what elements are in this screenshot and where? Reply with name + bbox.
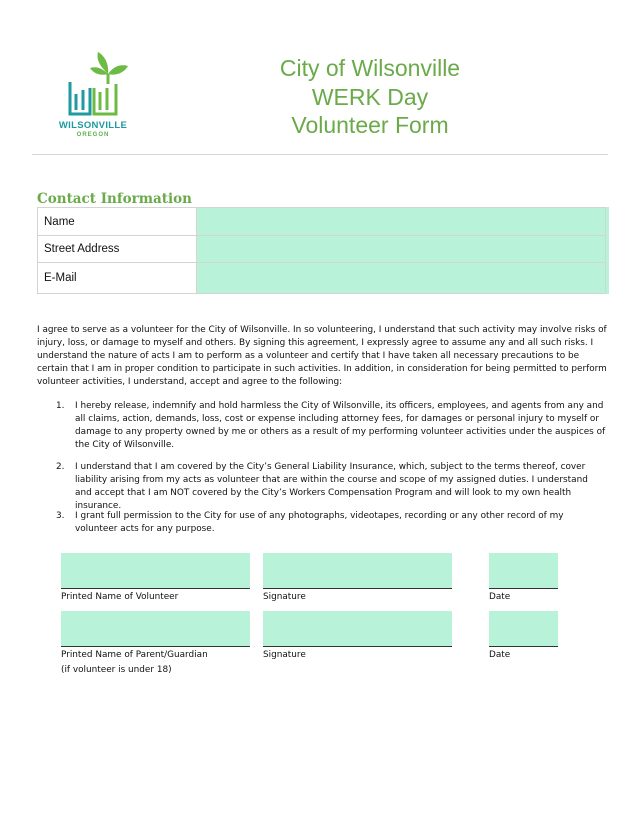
guardian-date-field[interactable] bbox=[489, 611, 558, 647]
title-line-2: WERK Day bbox=[311, 83, 429, 110]
volunteer-name-label: Printed Name of Volunteer bbox=[61, 592, 179, 602]
wilsonville-logo-icon bbox=[50, 44, 136, 120]
guardian-signature-label: Signature bbox=[263, 650, 306, 660]
city-logo bbox=[50, 44, 136, 144]
guardian-printed-name-field[interactable] bbox=[61, 611, 250, 647]
item-number: 3. bbox=[56, 511, 65, 521]
guardian-age-note: (if volunteer is under 18) bbox=[61, 665, 172, 675]
logo-subtext: OREGON bbox=[76, 132, 110, 138]
contact-row-name bbox=[38, 208, 606, 236]
volunteer-date-field[interactable] bbox=[489, 553, 558, 589]
header-divider bbox=[32, 154, 608, 155]
volunteer-printed-name-field[interactable] bbox=[61, 553, 250, 589]
contact-row-address bbox=[38, 236, 606, 263]
contact-table bbox=[37, 207, 606, 294]
guardian-name-label: Printed Name of Parent/Guardian bbox=[61, 650, 208, 660]
agreement-intro: I agree to serve as a volunteer for the City of Wilsonville. In so volunteering, I understand that such activity may involve risks of injury, loss, or damage to myself and others. By signing this agreement, I expressly agree to assume any and all such risks. I understand the nature of acts I am to perform as a volunteer and certify that I have taken all necessary precautions to be certain that I am in proper condition to participate in such activities. In addition, in consideration for being permitted to perform volunteer activities, I understand, accept and agree to the following: bbox=[37, 325, 607, 387]
title-line-3: Volunteer Form bbox=[291, 112, 449, 138]
email-label: E-Mail bbox=[38, 263, 197, 294]
name-label: Name bbox=[38, 208, 197, 236]
guardian-signature-field[interactable] bbox=[263, 611, 452, 647]
email-input[interactable] bbox=[197, 262, 609, 294]
street-address-input[interactable] bbox=[197, 235, 609, 263]
item-number: 2. bbox=[56, 462, 65, 472]
contact-row-email bbox=[38, 263, 606, 294]
title-line-1: City of Wilsonville bbox=[279, 55, 461, 81]
logo-wordmark: WILSONVILLE bbox=[58, 120, 128, 131]
form-title bbox=[230, 54, 510, 140]
item-text: I hereby release, indemnify and hold harmless the City of Wilsonville, its officers, employees, and agents from any and all claims, action, demands, loss, cost or expense including attorney fees, for damages or personal injury to myself or damage to any property owned by me or others as a result of my performing volunteer activities under the auspices of the City of Wilsonville. bbox=[75, 401, 606, 450]
volunteer-date-label: Date bbox=[489, 592, 511, 602]
contact-heading: Contact Information bbox=[37, 191, 192, 207]
item-number: 1. bbox=[56, 401, 65, 411]
street-address-label: Street Address bbox=[38, 236, 197, 263]
name-input[interactable] bbox=[197, 207, 609, 236]
item-text: I understand that I am covered by the City’s General Liability Insurance, which, subject to the terms thereof, cover liability arising from my acts as volunteer that are within the course and scope of my assigned duties. I understand and accept that I am NOT covered by the City’s Workers Compensation Program and will look to my own health insurance. bbox=[75, 462, 588, 511]
volunteer-signature-field[interactable] bbox=[263, 553, 452, 589]
guardian-date-label: Date bbox=[489, 650, 511, 660]
volunteer-signature-label: Signature bbox=[263, 592, 306, 602]
item-text: I grant full permission to the City for use of any photographs, videotapes, recording or any other record of my volunteer acts for any purpose. bbox=[75, 511, 564, 534]
